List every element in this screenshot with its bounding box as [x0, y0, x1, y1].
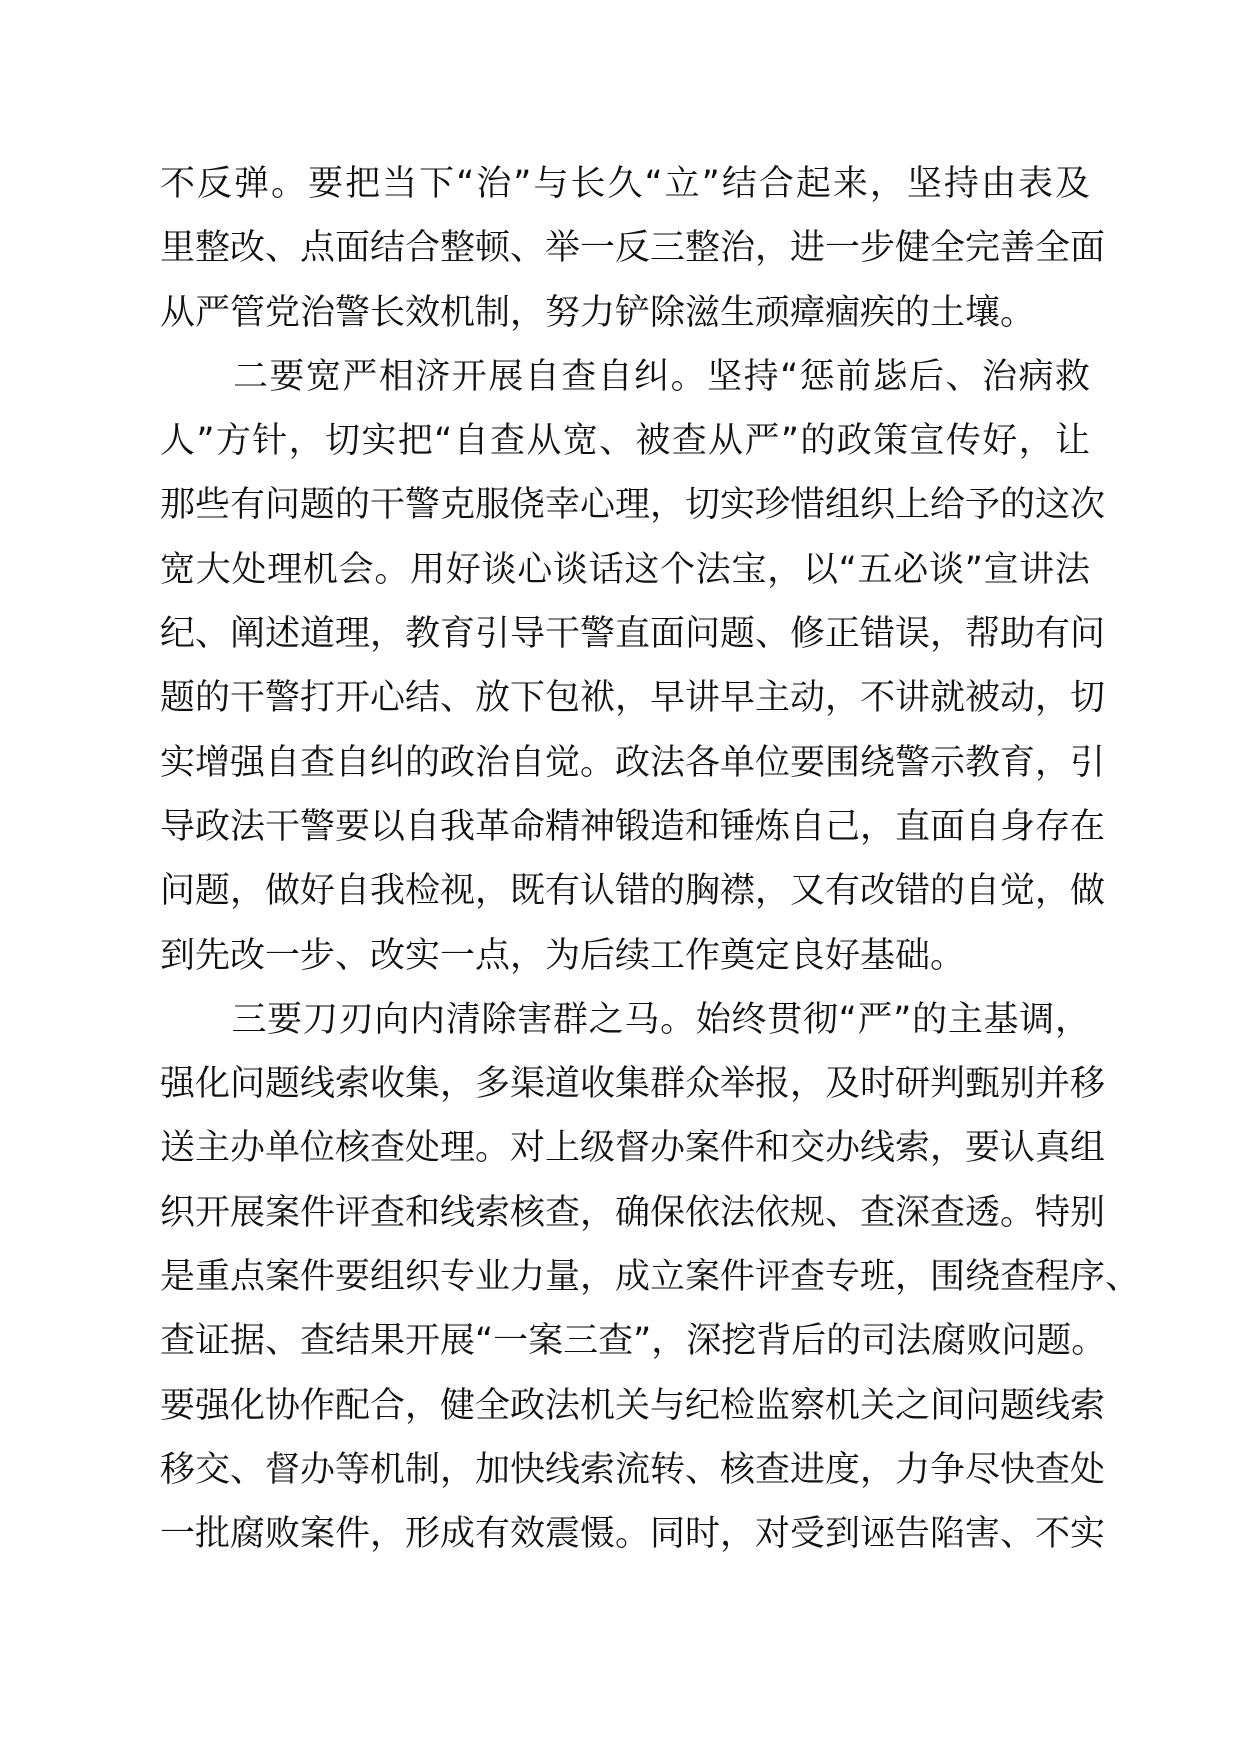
text-line: 三要刀刃向内清除害群之马。始终贯彻“严”的主基调，	[160, 999, 1090, 1040]
text-line: 实增强自查自纠的政治自觉。政法各单位要围绕警示教育，引	[160, 742, 1106, 783]
text-line: 纪、阐述道理，教育引导干警直面问题、修正错误，帮助有问	[160, 614, 1106, 655]
text-line: 查证据、查结果开展“一案三查”，深挖背后的司法腐败问题。	[160, 1321, 1107, 1362]
text-line: 要强化协作配合，健全政法机关与纪检监察机关之间问题线索	[160, 1385, 1106, 1426]
text-line: 移交、督办等机制，加快线索流转、核查进度，力争尽快查处	[160, 1449, 1106, 1490]
text-line: 织开展案件评查和线索核查，确保依法依规、查深查透。特别	[160, 1192, 1106, 1233]
text-line: 人”方针，切实把“自查从宽、被查从严”的政策宣传好，让	[160, 421, 1090, 462]
text-line: 从严管党治警长效机制，努力铲除滋生顽瘴痼疾的土壤。	[160, 292, 1036, 333]
text-line: 二要宽严相济开展自查自纠。坚持“惩前毖后、治病救	[160, 356, 1090, 397]
text-line: 问题，做好自我检视，既有认错的胸襟，又有改错的自觉，做	[160, 871, 1106, 912]
text-line: 到先改一步、改实一点，为后续工作奠定良好基础。	[160, 935, 966, 976]
text-line: 里整改、点面结合整顿、举一反三整治，进一步健全完善全面	[160, 228, 1106, 269]
text-line: 是重点案件要组织专业力量，成立案件评查专班，围绕查程序、	[160, 1257, 1141, 1298]
text-line: 一批腐败案件，形成有效震慑。同时，对受到诬告陷害、不实	[160, 1514, 1106, 1555]
text-line: 导政法干警要以自我革命精神锻造和锤炼自己，直面自身存在	[160, 806, 1106, 847]
text-line: 送主办单位核查处理。对上级督办案件和交办线索，要认真组	[160, 1128, 1106, 1169]
text-line: 那些有问题的干警克服侥幸心理，切实珍惜组织上给予的这次	[160, 485, 1106, 526]
text-line: 强化问题线索收集，多渠道收集群众举报，及时研判甄别并移	[160, 1064, 1106, 1105]
text-line: 题的干警打开心结、放下包袱，早讲早主动，不讲就被动，切	[160, 678, 1106, 719]
body-text	[160, 152, 1141, 1567]
text-line: 宽大处理机会。用好谈心谈话这个法宝，以“五必谈”宣讲法	[160, 549, 1090, 590]
text-line: 不反弹。要把当下“治”与长久“立”结合起来，坚持由表及	[160, 164, 1090, 204]
